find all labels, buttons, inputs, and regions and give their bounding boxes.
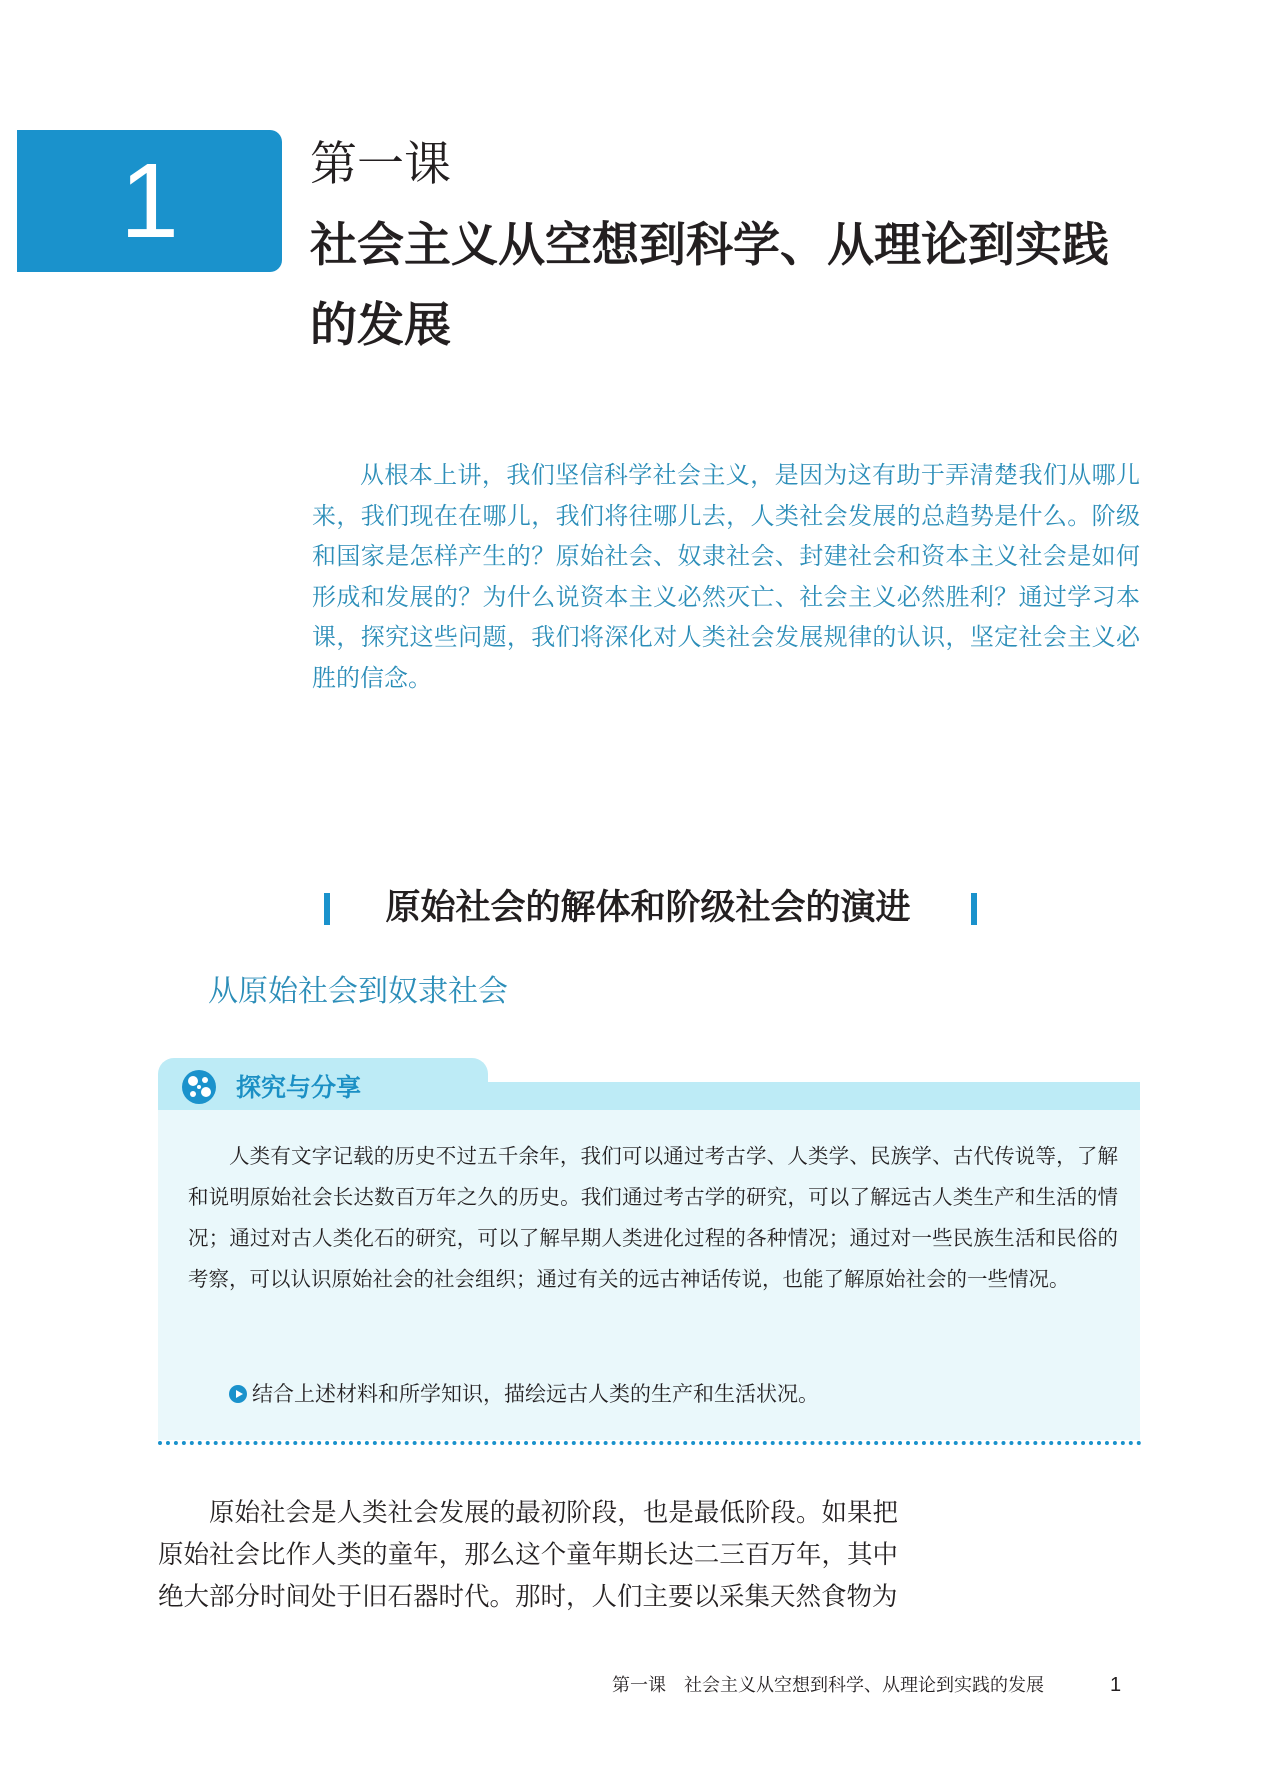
lesson-title: 社会主义从空想到科学、从理论到实践的发展 (310, 218, 1109, 353)
section-heading-bar-right (971, 893, 977, 925)
explore-task: 结合上述材料和所学知识，描绘远古人类的生产和生活状况。 (252, 1382, 819, 1406)
explore-share-icon (180, 1068, 218, 1106)
body-paragraph: 原始社会是人类社会发展的最初阶段，也是最低阶段。如果把原始社会比作人类的童年，那么这个童年期长达二三百万年，其中绝大部分时间处于旧石器时代。那时，人们主要以采集天然食物为 (158, 1498, 898, 1612)
subsection-heading: 从原始社会到奴隶社会 (208, 974, 508, 1009)
chapter-number-badge: 1 (17, 130, 282, 272)
explore-panel-dotted-divider (158, 1441, 1142, 1445)
lesson-label: 第一课 (310, 137, 451, 192)
intro-paragraph: 从根本上讲，我们坚信科学社会主义，是因为这有助于弄清楚我们从哪儿来，我们现在在哪儿，我们将往哪儿去，人类社会发展的总趋势是什么。阶级和国家是怎样产生的？原始社会、奴隶社会、封建社会和资本主义社会是如何形成和发展的？为什么说资本主义必然灭亡、社会主义必然胜利？通过学习本课，探究这些问题，我们将深化对人类社会发展规律的认识，坚定社会主义必胜的信念。 (312, 461, 1140, 692)
page-number: 1 (1110, 1674, 1122, 1696)
explore-panel-text: 人类有文字记载的历史不过五千余年，我们可以通过考古学、人类学、民族学、古代传说等，了解和说明原始社会长达数百万年之久的历史。我们通过考古学的研究，可以了解远古人类生产和生活的情况；通过对古人类化石的研究，可以了解早期人类进化过程的各种情况；通过对一些民族生活和民俗的考察，可以认识原始社会的社会组织；通过有关的远古神话传说，也能了解原始社会的一些情况。 (188, 1144, 1118, 1291)
section-heading: 原始社会的解体和阶级社会的演进 (385, 888, 911, 928)
explore-panel-title: 探究与分享 (236, 1073, 362, 1102)
running-footer-title: 第一课 社会主义从空想到科学、从理论到实践的发展 (612, 1675, 1044, 1696)
play-arrow-icon (229, 1385, 247, 1403)
